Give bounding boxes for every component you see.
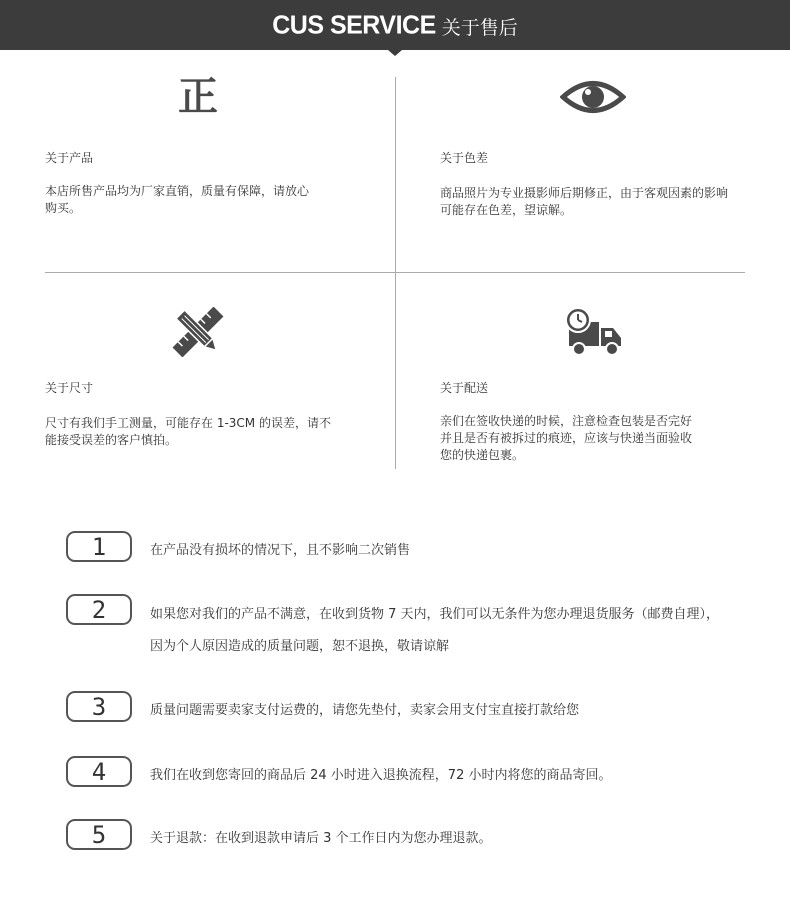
- info-text-line: 尺寸有我们手工测量，可能存在 1-3CM 的误差，请不: [45, 416, 331, 430]
- info-title-size: 关于尺寸: [45, 381, 94, 395]
- step-text-4: 我们在收到您寄回的商品后 24 小时进入退换流程，72 小时内将您的商品寄回。: [150, 768, 612, 783]
- info-text-line: 购买。: [45, 201, 82, 215]
- info-text-line: 您的快递包裹。: [440, 448, 525, 462]
- delivery-truck-icon: [563, 306, 623, 358]
- page-header: [0, 0, 790, 50]
- info-text-delivery: [440, 413, 692, 464]
- step-number-1: 1: [66, 531, 132, 562]
- step-number-5: 5: [66, 819, 132, 850]
- info-text-line: 可能存在色差，望谅解。: [440, 203, 573, 217]
- info-text-line: 商品照片为专业摄影师后期修正，由于客观因素的影响: [440, 186, 729, 200]
- step-number-3: 3: [66, 691, 132, 722]
- step-text-2-line-2: 因为个人原因造成的质量问题，恕不退换，敬请谅解: [150, 639, 450, 654]
- grid-divider-horizontal: [45, 272, 745, 273]
- info-text-product: [45, 183, 309, 217]
- eye-icon: [560, 76, 626, 118]
- info-title-color: 关于色差: [440, 151, 489, 165]
- step-text-1: 在产品没有损坏的情况下，且不影响二次销售: [150, 543, 411, 558]
- header-notch: [388, 50, 402, 56]
- step-text-3: 质量问题需要卖家支付运费的，请您先垫付，卖家会用支付宝直接打款给您: [150, 703, 580, 718]
- info-title-product: 关于产品: [45, 151, 94, 165]
- info-text-line: 本店所售产品均为厂家直销，质量有保障，请放心: [45, 184, 310, 198]
- pencil-ruler-icon: [172, 307, 224, 357]
- header-title-cn: 关于售后: [441, 16, 518, 39]
- info-text-line: 亲们在签收快递的时候，注意检查包装是否完好: [440, 414, 693, 428]
- grid-divider-vertical: [395, 77, 396, 469]
- info-text-size: [45, 415, 331, 449]
- step-text-2: 如果您对我们的产品不满意，在收到货物 7 天内，我们可以无条件为您办理退货服务（邮费自理），: [150, 607, 720, 622]
- info-text-line: 并且是否有被拆过的痕迹，应该与快递当面验收: [440, 431, 693, 445]
- info-text-color: [440, 185, 728, 219]
- info-title-delivery: 关于配送: [440, 381, 489, 395]
- step-number-2: 2: [66, 594, 132, 625]
- zheng-icon: 正: [178, 74, 218, 120]
- header-title-en: CUS SERVICE: [272, 9, 436, 40]
- step-number-4: 4: [66, 756, 132, 787]
- step-text-5: 关于退款：在收到退款申请后 3 个工作日内为您办理退款。: [150, 831, 492, 846]
- info-text-line: 能接受误差的客户慎拍。: [45, 433, 178, 447]
